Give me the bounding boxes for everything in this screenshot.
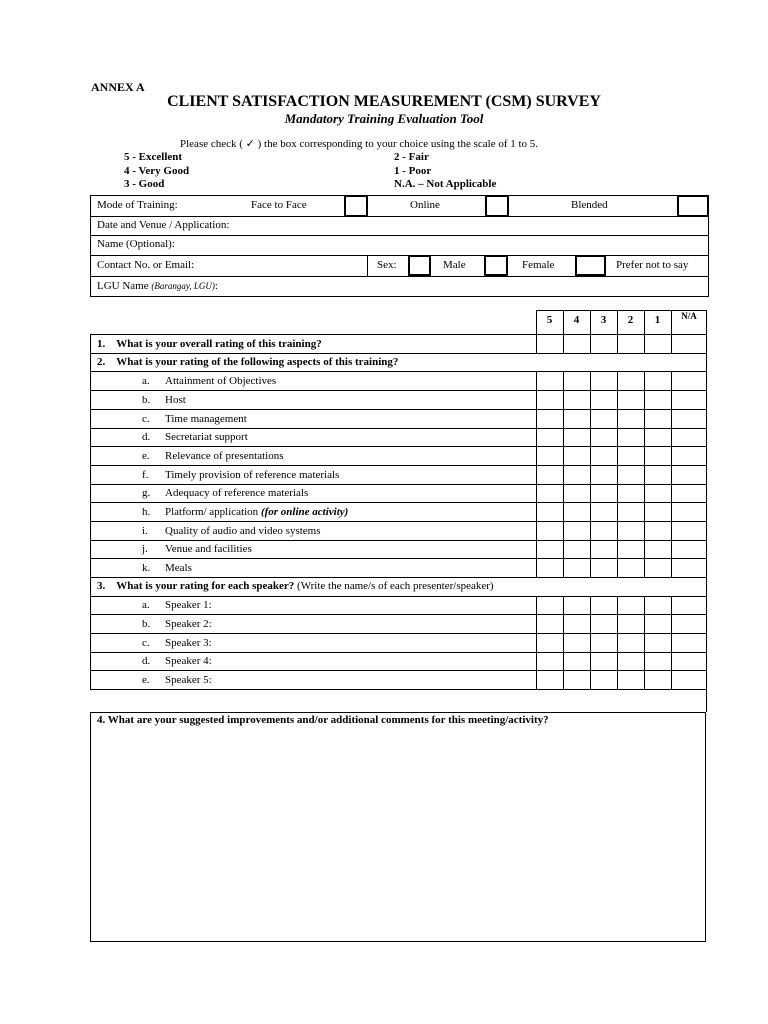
list-item bbox=[142, 375, 276, 387]
question-text: What is your overall rating of this training? bbox=[116, 338, 322, 350]
item-text: Attainment of Objectives bbox=[165, 375, 277, 387]
annex-label: ANNEX A bbox=[91, 80, 145, 94]
contact-label: Contact No. or Email: bbox=[97, 259, 195, 271]
sex-option-prefer-not: Prefer not to say bbox=[616, 259, 689, 271]
scale-item: 2 - Fair bbox=[394, 151, 429, 163]
rating-header: N/A bbox=[681, 311, 697, 321]
scale-item: N.A. – Not Applicable bbox=[394, 178, 497, 190]
item-letter: f. bbox=[142, 469, 149, 481]
item-text: Adequacy of reference materials bbox=[165, 487, 309, 499]
list-item bbox=[142, 637, 212, 649]
page-subtitle: Mandatory Training Evaluation Tool bbox=[284, 111, 484, 126]
item-letter: d. bbox=[142, 431, 151, 443]
rating-header: 3 bbox=[600, 314, 607, 326]
mode-face-to-face-checkbox[interactable] bbox=[344, 195, 368, 217]
rating-header: 1 bbox=[654, 314, 661, 326]
sex-option-female: Female bbox=[522, 259, 555, 271]
list-item bbox=[142, 525, 321, 537]
question-number: 2. bbox=[97, 356, 106, 368]
scale-item: 4 - Very Good bbox=[124, 164, 190, 177]
list-item bbox=[142, 674, 212, 686]
mode-option-blended: Blended bbox=[571, 199, 608, 211]
item-letter: c. bbox=[142, 413, 150, 425]
item-letter: h. bbox=[142, 506, 151, 518]
list-item bbox=[142, 487, 308, 499]
question-number: 3. bbox=[97, 580, 106, 592]
list-item bbox=[142, 450, 284, 462]
item-letter: b. bbox=[142, 394, 151, 406]
item-letter: i. bbox=[142, 525, 148, 537]
scale-item: 1 - Poor bbox=[394, 164, 432, 177]
item-note: (for online activity) bbox=[260, 506, 349, 518]
list-item bbox=[142, 655, 212, 667]
item-text: Relevance of presentations bbox=[165, 450, 284, 462]
instruction-text: Please check ( ✓ ) the box corresponding to your choice using the scale of 1 to 5. bbox=[180, 138, 539, 150]
sex-option-male: Male bbox=[443, 259, 466, 271]
item-text: Quality of audio and video systems bbox=[165, 525, 321, 537]
sex-male-checkbox[interactable] bbox=[408, 255, 431, 276]
lgu-colon: : bbox=[214, 280, 218, 292]
comments-box[interactable] bbox=[90, 712, 706, 942]
rating-header: 5 bbox=[546, 314, 553, 326]
list-item bbox=[142, 543, 252, 555]
question-1 bbox=[97, 338, 322, 350]
rating-header: 2 bbox=[627, 314, 634, 326]
item-text: Speaker 1: bbox=[165, 599, 212, 611]
list-item bbox=[142, 618, 212, 630]
item-letter: e. bbox=[142, 674, 150, 686]
list-item bbox=[142, 394, 186, 406]
lgu-hint: (Barangay, LGU) bbox=[151, 281, 215, 291]
list-item bbox=[142, 431, 248, 443]
mode-label: Mode of Training: bbox=[97, 199, 178, 211]
scale-item: 3 - Good bbox=[124, 178, 165, 190]
scale-item: 5 - Excellent bbox=[124, 151, 183, 163]
scale-left bbox=[124, 151, 189, 192]
mode-option-face-to-face: Face to Face bbox=[251, 199, 307, 211]
list-item bbox=[142, 599, 212, 611]
item-text: Host bbox=[165, 394, 186, 406]
lgu-label bbox=[97, 280, 218, 292]
item-letter: d. bbox=[142, 655, 151, 667]
list-item bbox=[142, 413, 247, 425]
item-text: Timely provision of reference materials bbox=[165, 469, 340, 481]
item-letter: b. bbox=[142, 618, 151, 630]
mode-option-online: Online bbox=[410, 199, 440, 211]
item-text: Meals bbox=[165, 562, 192, 574]
item-letter: a. bbox=[142, 375, 150, 387]
date-venue-label: Date and Venue / Application: bbox=[97, 219, 230, 231]
rating-headers bbox=[536, 310, 707, 335]
rating-header: 4 bbox=[573, 314, 580, 326]
lgu-label-text: LGU Name bbox=[97, 280, 149, 292]
question-number: 1. bbox=[97, 338, 106, 350]
scale-right bbox=[394, 151, 496, 192]
item-letter: e. bbox=[142, 450, 150, 462]
item-letter: g. bbox=[142, 487, 151, 499]
item-text: Speaker 4: bbox=[165, 655, 212, 667]
question-3 bbox=[97, 580, 494, 592]
name-label: Name (Optional): bbox=[97, 238, 175, 250]
question-text: What is your rating for each speaker? bbox=[116, 580, 295, 592]
item-text: Time management bbox=[165, 413, 247, 425]
page-title: CLIENT SATISFACTION MEASUREMENT (CSM) SURVEY bbox=[167, 93, 601, 110]
mode-online-checkbox[interactable] bbox=[485, 195, 509, 217]
item-text: Platform/ application bbox=[165, 506, 259, 518]
sex-prefer-not-checkbox[interactable] bbox=[575, 255, 606, 276]
list-item bbox=[142, 506, 348, 518]
item-text: Speaker 5: bbox=[165, 674, 212, 686]
sex-female-checkbox[interactable] bbox=[484, 255, 508, 276]
item-letter: j. bbox=[142, 543, 148, 555]
mode-blended-checkbox[interactable] bbox=[677, 195, 709, 217]
list-item bbox=[142, 469, 339, 481]
item-letter: a. bbox=[142, 599, 150, 611]
sex-label: Sex: bbox=[377, 259, 397, 271]
item-text: Secretariat support bbox=[165, 431, 248, 443]
item-text: Venue and facilities bbox=[165, 543, 252, 555]
item-letter: c. bbox=[142, 637, 150, 649]
list-item bbox=[142, 562, 192, 574]
item-text: Speaker 2: bbox=[165, 618, 212, 630]
item-letter: k. bbox=[142, 562, 151, 574]
question-4: 4. What are your suggested improvements and/or additional comments for this meeting/activity? bbox=[97, 714, 549, 726]
question-2 bbox=[97, 356, 398, 368]
item-text: Speaker 3: bbox=[165, 637, 212, 649]
question-text: What is your rating of the following aspects of this training? bbox=[116, 356, 399, 368]
question-note: (Write the name/s of each presenter/speaker) bbox=[297, 580, 494, 592]
